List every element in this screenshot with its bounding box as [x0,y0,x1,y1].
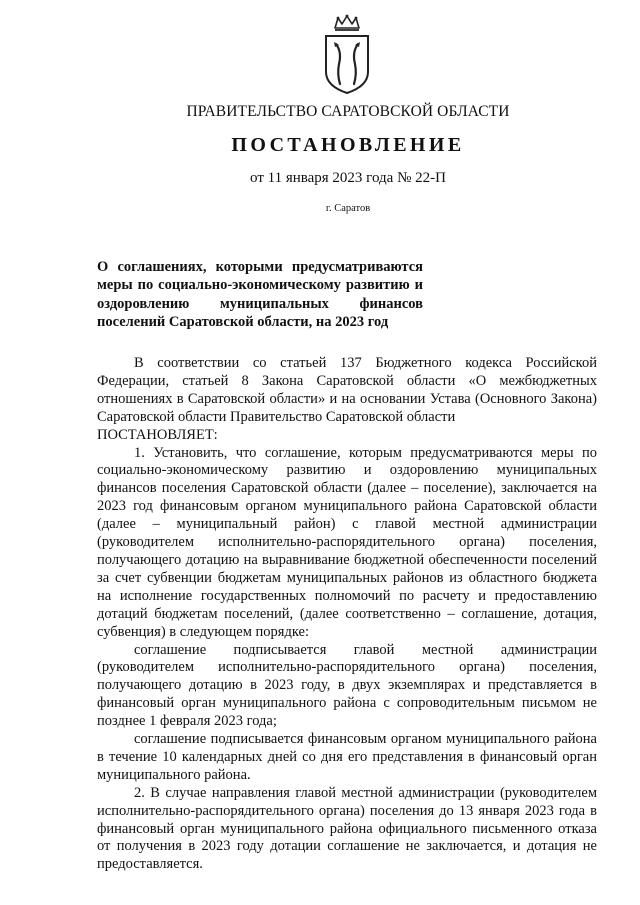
clause-1-paragraph: 1. Установить, что соглашение, которым предусматриваются меры по социально-экономическому развитию и оздоровлению муниципальных финансов поселения Саратовской области (далее – поселение), заключается на 2023 год финансовым органом муниципального района Саратовской области (далее – муниципальный район) с главой местной администрации (руководителем исполнительно-распорядительного органа) поселения, получающего дотацию на выравнивание бюджетной обеспеченности поселений за счет субвенции бюджетам муниципальных районов из областного бюджета на исполнение государственных полномочий по расчету и предоставлению дотаций бюджетам поселений, (далее соответственно – соглашение, дотация, субвенция) в следующем порядке: [97,444,597,640]
coat-of-arms-icon [322,14,372,96]
document-city: г. Саратов [325,203,371,214]
document-body [97,355,597,874]
document-subject: О соглашениях, которыми предусматриваются меры по социально-экономическому развитию и оздоровлению муниципальных финансов поселений Саратовской области, на 2023 год [97,259,423,331]
clause-2-paragraph: 2. В случае направления главой местной администрации (руководителем исполнительно-распорядительного органа) поселения до 13 января 2023 года в финансовый орган муниципального района официального письменного отказа от получения в 2023 году дотации соглашение не заключается, и дотация не предоставляется. [97,784,597,873]
document-type-title: ПОСТАНОВЛЕНИЕ [231,134,465,156]
resolves-heading: ПОСТАНОВЛЯЕТ: [97,426,218,443]
government-name: ПРАВИТЕЛЬСТВО САРАТОВСКОЙ ОБЛАСТИ [186,103,510,120]
preamble-paragraph: В соответствии со статьей 137 Бюджетного кодекса Российской Федерации, статьей 8 Закона Саратовской области «О межбюджетных отношениях в Саратовской области» и на основании Устава (Основного Закона) Саратовской области Правительство Саратовской области [97,355,597,425]
document-date-number: от 11 января 2023 года № 22-П [250,170,446,186]
clause-1a-paragraph: соглашение подписывается главой местной администрации (руководителем исполнительно-распорядительного органа) поселения, получающего дотацию в 2023 году, в двух экземплярах и представляется в финансовый орган муниципального района с сопроводительным письмом не позднее 1 февраля 2023 года; [97,641,597,730]
clause-1b-paragraph: соглашение подписывается финансовым органом муниципального района в течение 10 календарных дней со дня его представления в финансовый орган муниципального района. [97,731,597,783]
